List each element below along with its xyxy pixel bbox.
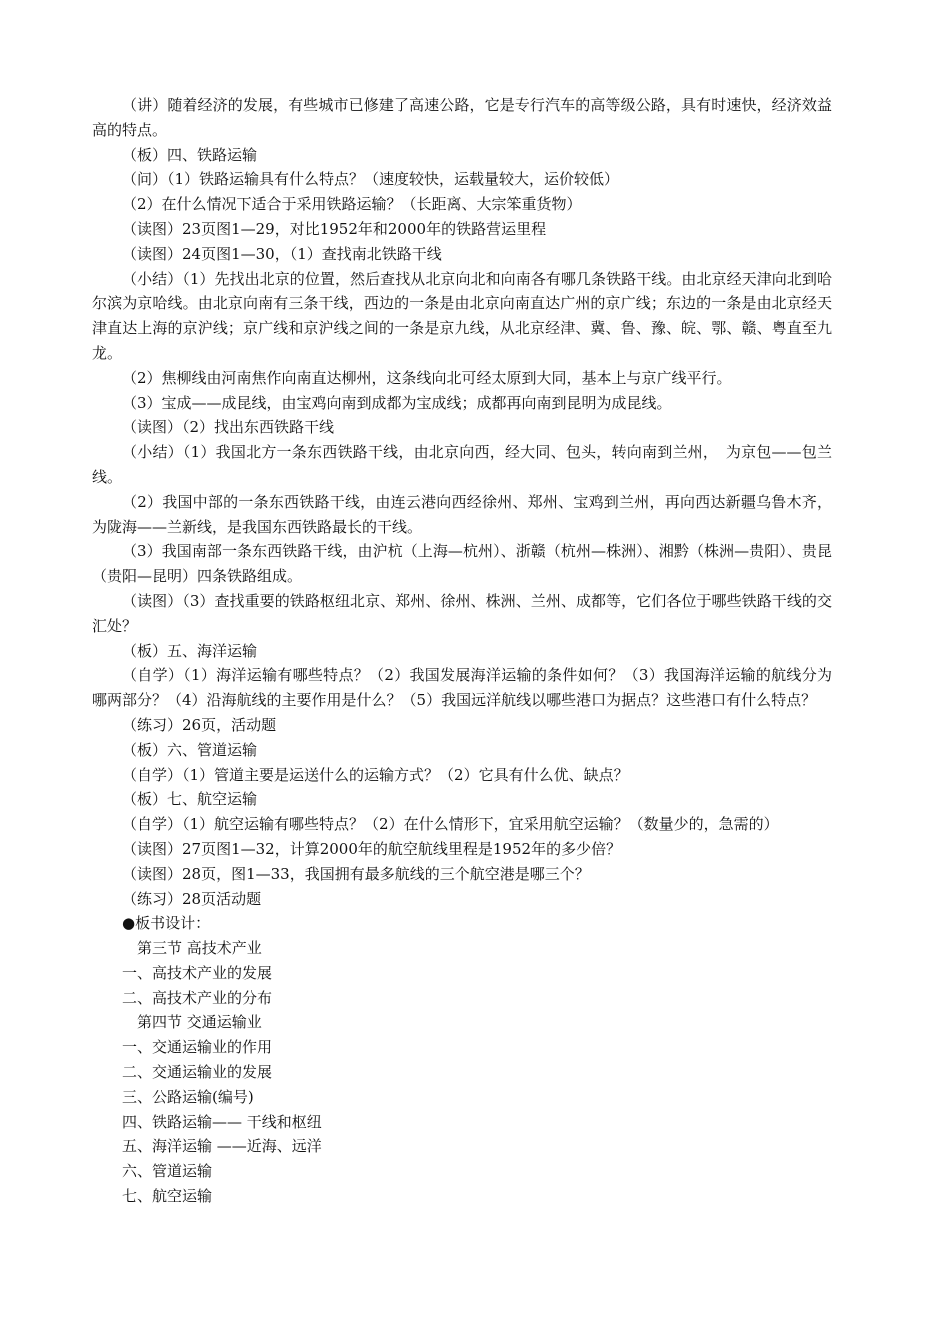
paragraph: （自学）（1）航空运输有哪些特点？（2）在什么情形下，宜采用航空运输？（数量少的，急需的） (122, 815, 779, 834)
section3-item: 一、高技术产业的发展 (122, 963, 273, 982)
paragraph: （讲）随着经济的发展，有些城市已修建了高速公路，它是专行汽车的高等级公路，具有时速快，经济效益高的特点。 (92, 96, 832, 139)
paragraph: （自学）（1）管道主要是运送什么的运输方式？（2）它具有什么优、缺点？ (122, 765, 629, 784)
paragraph: （3）我国南部一条东西铁路干线，由沪杭（上海—杭州）、浙赣（杭州—株洲）、湘黔（株洲—贵阳）、贵昆（贵阳—昆明）四条铁路组成。 (92, 542, 832, 586)
paragraph: （读图）（2）找出东西铁路干线 (122, 418, 335, 437)
board-heading-ocean: （板）五、海洋运输 (122, 641, 258, 660)
section4-item: 七、航空运输 (122, 1187, 213, 1206)
paragraph: （2）焦柳线由河南焦作向南直达柳州，这条线向北可经太原到大同，基本上与京广线平行。 (122, 368, 732, 387)
section4-item: 四、铁路运输—— 干线和枢纽 (122, 1112, 322, 1131)
section4-item: 五、海洋运输 ——近海、远洋 (122, 1137, 322, 1156)
paragraph: （练习）26页，活动题 (122, 715, 277, 734)
board-design-title: ●板书设计： (122, 914, 211, 933)
paragraph: （小结）（1）先找出北京的位置，然后查找从北京向北和向南各有哪几条铁路干线。由北京经天津向北到哈尔滨为京哈线。由北京向南有三条干线，西边的一条是由北京向南直达广州的京广线；东边的一条是由北京经天津直达上海的京沪线；京广线和京沪线之间的一条是京九线，从北京经津、冀、鲁、豫、皖、鄂、赣、粤直至九龙。 (92, 269, 832, 362)
section4-item: 一、交通运输业的作用 (122, 1038, 273, 1057)
paragraph: （练习）28页活动题 (122, 889, 262, 908)
section4-item: 六、管道运输 (122, 1162, 213, 1181)
section3-item: 二、高技术产业的分布 (122, 988, 273, 1007)
paragraph: （读图）23页图1—29，对比1952年和2000年的铁路营运里程 (122, 219, 547, 238)
paragraph: （3）宝成——成昆线，由宝鸡向南到成都为宝成线；成都再向南到昆明为成昆线。 (122, 393, 672, 412)
board-heading-pipeline: （板）六、管道运输 (122, 740, 258, 759)
paragraph: （读图）（3）查找重要的铁路枢纽北京、郑州、徐州、株洲、兰州、成都等，它们各位于哪些铁路干线的交汇处？ (92, 591, 832, 635)
paragraph: （自学）（1）海洋运输有哪些特点？（2）我国发展海洋运输的条件如何？（3）我国海洋运输的航线分为哪两部分？（4）沿海航线的主要作用是什么？（5）我国远洋航线以哪些港口为据点？这些港口有什么特点？ (92, 666, 832, 710)
board-heading-railway: （板）四、铁路运输 (122, 145, 258, 164)
paragraph: （2）在什么情况下适合于采用铁路运输？（长距离、大宗笨重货物） (122, 195, 582, 214)
section3-title: 第三节 高技术产业 (137, 939, 262, 958)
section4-item: 二、交通运输业的发展 (122, 1063, 273, 1082)
section4-item: 三、公路运输(编号) (122, 1087, 254, 1106)
paragraph: （小结）（1）我国北方一条东西铁路干线，由北京向西，经大同、包头，转向南到兰州， 为京包——包兰线。 (92, 443, 832, 486)
paragraph: （读图）28页，图1—33，我国拥有最多航线的三个航空港是哪三个？ (122, 864, 590, 883)
paragraph: （读图）27页图1—32，计算2000年的航空航线里程是1952年的多少倍？ (122, 839, 622, 858)
document-page (92, 93, 832, 1209)
paragraph: （读图）24页图1—30，（1）查找南北铁路干线 (122, 244, 442, 263)
paragraph: （2）我国中部的一条东西铁路干线，由连云港向西经徐州、郑州、宝鸡到兰州，再向西达新疆乌鲁木齐，为陇海——兰新线，是我国东西铁路最长的干线。 (92, 492, 832, 536)
board-heading-air: （板）七、航空运输 (122, 790, 258, 809)
section4-title: 第四节 交通运输业 (137, 1013, 262, 1032)
paragraph: （问）（1）铁路运输具有什么特点？（速度较快，运载量较大，运价较低） (122, 170, 620, 189)
